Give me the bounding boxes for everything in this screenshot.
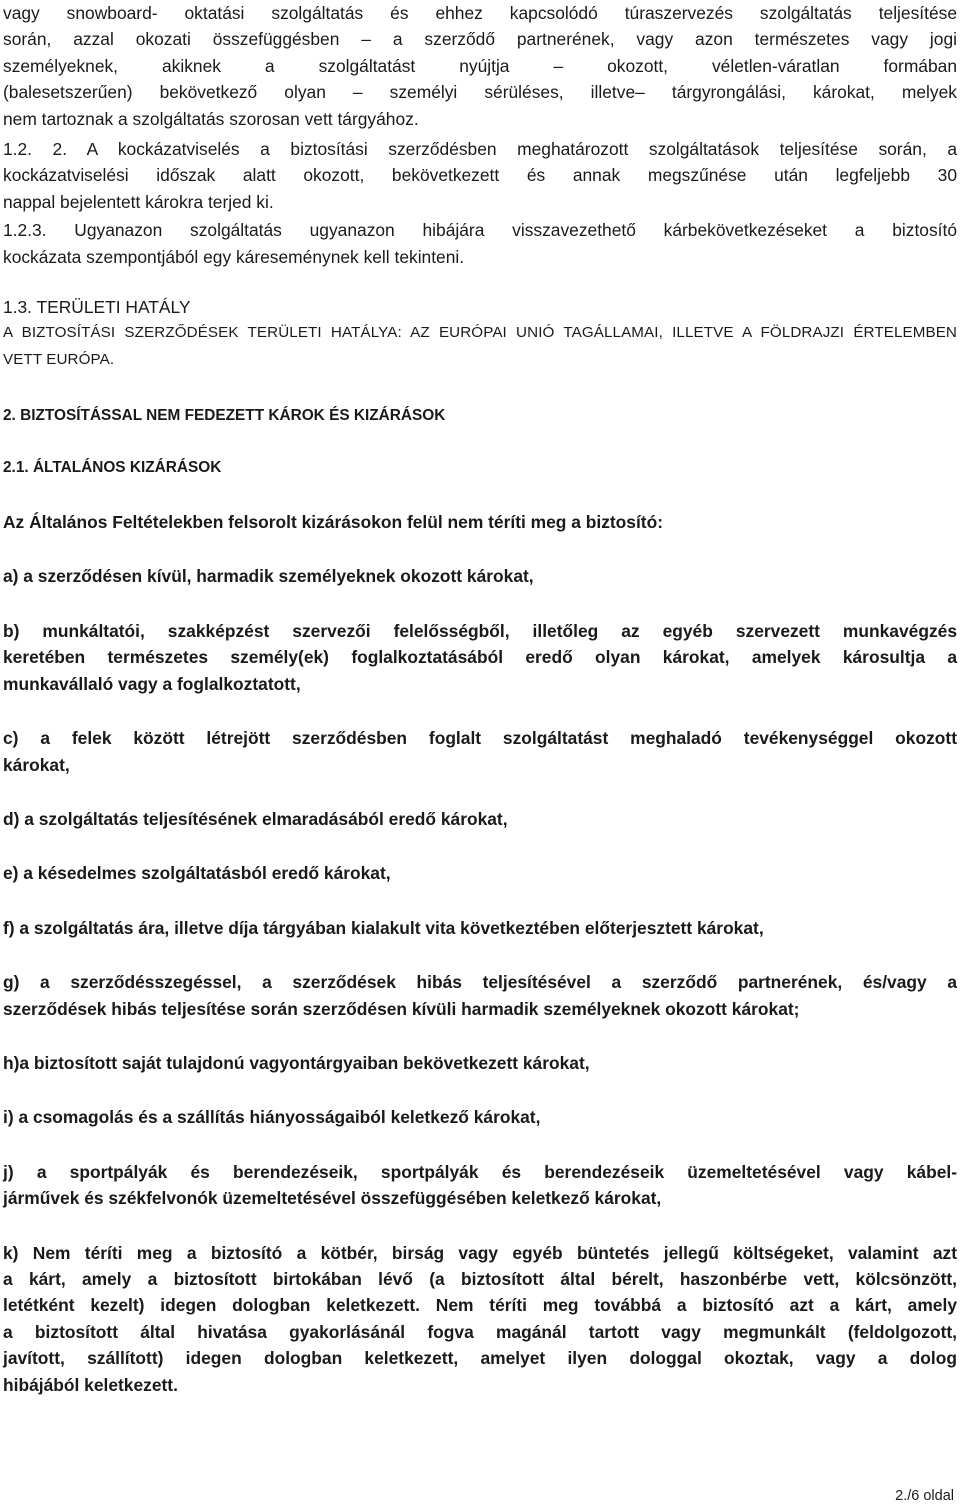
exclusion-item-j — [3, 1159, 957, 1212]
text-line: c) a felek között létrejött szerződésben foglalt szolgáltatást meghaladó tevékenységgel okozott — [3, 728, 957, 749]
exclusion-item-e — [3, 860, 957, 886]
text-line: j) a sportpályák és berendezéseik, sportpályák és berendezéseik üzemeltetésével vagy kábel- — [3, 1161, 957, 1182]
exclusion-item-k — [3, 1240, 957, 1398]
text-line: d) a szolgáltatás teljesítésének elmaradásából eredő károkat, — [3, 808, 508, 829]
section-2-1-heading: 2.1. ÁLTALÁNOS KIZÁRÁSOK — [3, 459, 222, 477]
exclusion-item-b — [3, 618, 957, 697]
text-line: nem tartoznak a szolgáltatás szorosan vett tárgyához. — [3, 108, 419, 129]
text-line: keretében természetes személy(ek) foglalkoztatásából eredő olyan károkat, amelyek károsultja a — [3, 647, 957, 668]
text-line: munkavállaló vagy a foglalkoztatott, — [3, 673, 301, 694]
text-line: k) Nem téríti meg a biztosító a kötbér, birság vagy egyéb büntetés jellegű költségeket, valamint azt — [3, 1242, 957, 1263]
text-line: kockázatviselési időszak alatt okozott, bekövetkezett és annak megszűnése után legfeljebb 30 — [3, 165, 957, 186]
exclusions-lead — [3, 509, 957, 535]
exclusion-item-d — [3, 806, 957, 832]
text-line: kockázata szempontjából egy káreseménynek kell tekinteni. — [3, 246, 465, 267]
text-line: során, azzal okozati összefüggésben – a szerződő partnerének, vagy azon természetes vagy jogi — [3, 29, 957, 50]
text-line: károkat, — [3, 754, 70, 775]
text-line: a) a szerződésen kívül, harmadik személyeknek okozott károkat, — [3, 566, 534, 587]
paragraph-1-2-3 — [3, 217, 957, 270]
exclusion-item-c — [3, 725, 957, 778]
text-line: a biztosított által hivatása gyakorlásánál fogva magánál tartott vagy megmunkált (feldolgozott, — [3, 1321, 957, 1342]
text-line: letétként kezelt) idegen dologban keletkezett. Nem téríti meg továbbá a biztosító azt a kárt, amely — [3, 1295, 957, 1316]
section-2-heading: 2. BIZTOSÍTÁSSAL NEM FEDEZETT KÁROK ÉS KIZÁRÁSOK — [3, 407, 446, 425]
text-line: h)a biztosított saját tulajdonú vagyontárgyaiban bekövetkezett károkat, — [3, 1052, 590, 1073]
exclusion-item-g — [3, 969, 957, 1022]
text-line: hibájából keletkezett. — [3, 1374, 178, 1395]
page-number: 2./6 oldal — [895, 1488, 954, 1504]
document-page — [3, 0, 957, 1398]
text-line: személyeknek, akiknek a szolgáltatást nyújtja – okozott, véletlen-váratlan formában — [3, 55, 957, 76]
text-line: e) a késedelmes szolgáltatásból eredő károkat, — [3, 863, 391, 884]
text-line: VETT EURÓPA. — [3, 350, 115, 368]
exclusion-item-a — [3, 563, 957, 589]
exclusion-item-h — [3, 1050, 957, 1076]
text-line: 1.2. 2. A kockázatviselés a biztosítási szerződésben meghatározott szolgáltatások teljesítése során, a — [3, 139, 957, 160]
text-line: javított, szállított) idegen dologban keletkezett, amelyet ilyen dologgal okoztak, vagy a dolog — [3, 1348, 957, 1369]
text-line: b) munkáltatói, szakképzést szervezői felelősségből, illetőleg az egyéb szervezett munkavégzés — [3, 620, 957, 641]
text-line: A BIZTOSÍTÁSI SZERZŐDÉSEK TERÜLETI HATÁLYA: AZ EURÓPAI UNIÓ TAGÁLLAMAI, ILLETVE A FÖLDRAJZI ÉRTELEMBEN — [3, 324, 957, 342]
exclusion-item-i — [3, 1104, 957, 1130]
text-line: (balesetszerűen) bekövetkező olyan – személyi sérüléses, illetve– tárgyrongálási, károkat, melyek — [3, 82, 957, 103]
text-line: g) a szerződésszegéssel, a szerződések hibás teljesítésével a szerződő partnerének, és/vagy a — [3, 972, 957, 993]
intro-paragraph — [3, 0, 957, 132]
section-1-3-heading: 1.3. TERÜLETI HATÁLY — [3, 297, 191, 318]
text-line: f) a szolgáltatás ára, illetve díja tárgyában kialakult vita következtében előterjesztett károkat, — [3, 917, 764, 938]
text-line: 1.2.3. Ugyanazon szolgáltatás ugyanazon hibájára visszavezethető kárbekövetkezéseket a biztosító — [3, 220, 957, 241]
section-1-3-body — [3, 320, 957, 373]
text-line: Az Általános Feltételekben felsorolt kizárásokon felül nem téríti meg a biztosító: — [3, 512, 664, 533]
text-line: nappal bejelentett károkra terjed ki. — [3, 191, 274, 212]
text-line: szerződések hibás teljesítése során szerződésen kívüli harmadik személyeknek okozott károkat; — [3, 998, 800, 1019]
text-line: járművek és székfelvonók üzemeltetésével összefüggésében keletkező károkat, — [3, 1188, 662, 1209]
text-line: i) a csomagolás és a szállítás hiányosságaiból keletkező károkat, — [3, 1107, 541, 1128]
paragraph-1-2-2 — [3, 136, 957, 215]
exclusion-item-f — [3, 915, 957, 941]
text-line: vagy snowboard- oktatási szolgáltatás és ehhez kapcsolódó túraszervezés szolgáltatás teljesítése — [3, 3, 957, 23]
text-line: a kárt, amely a biztosított birtokában lévő (a biztosított által bérelt, haszonbérbe vett, kölcsönzött, — [3, 1268, 957, 1289]
